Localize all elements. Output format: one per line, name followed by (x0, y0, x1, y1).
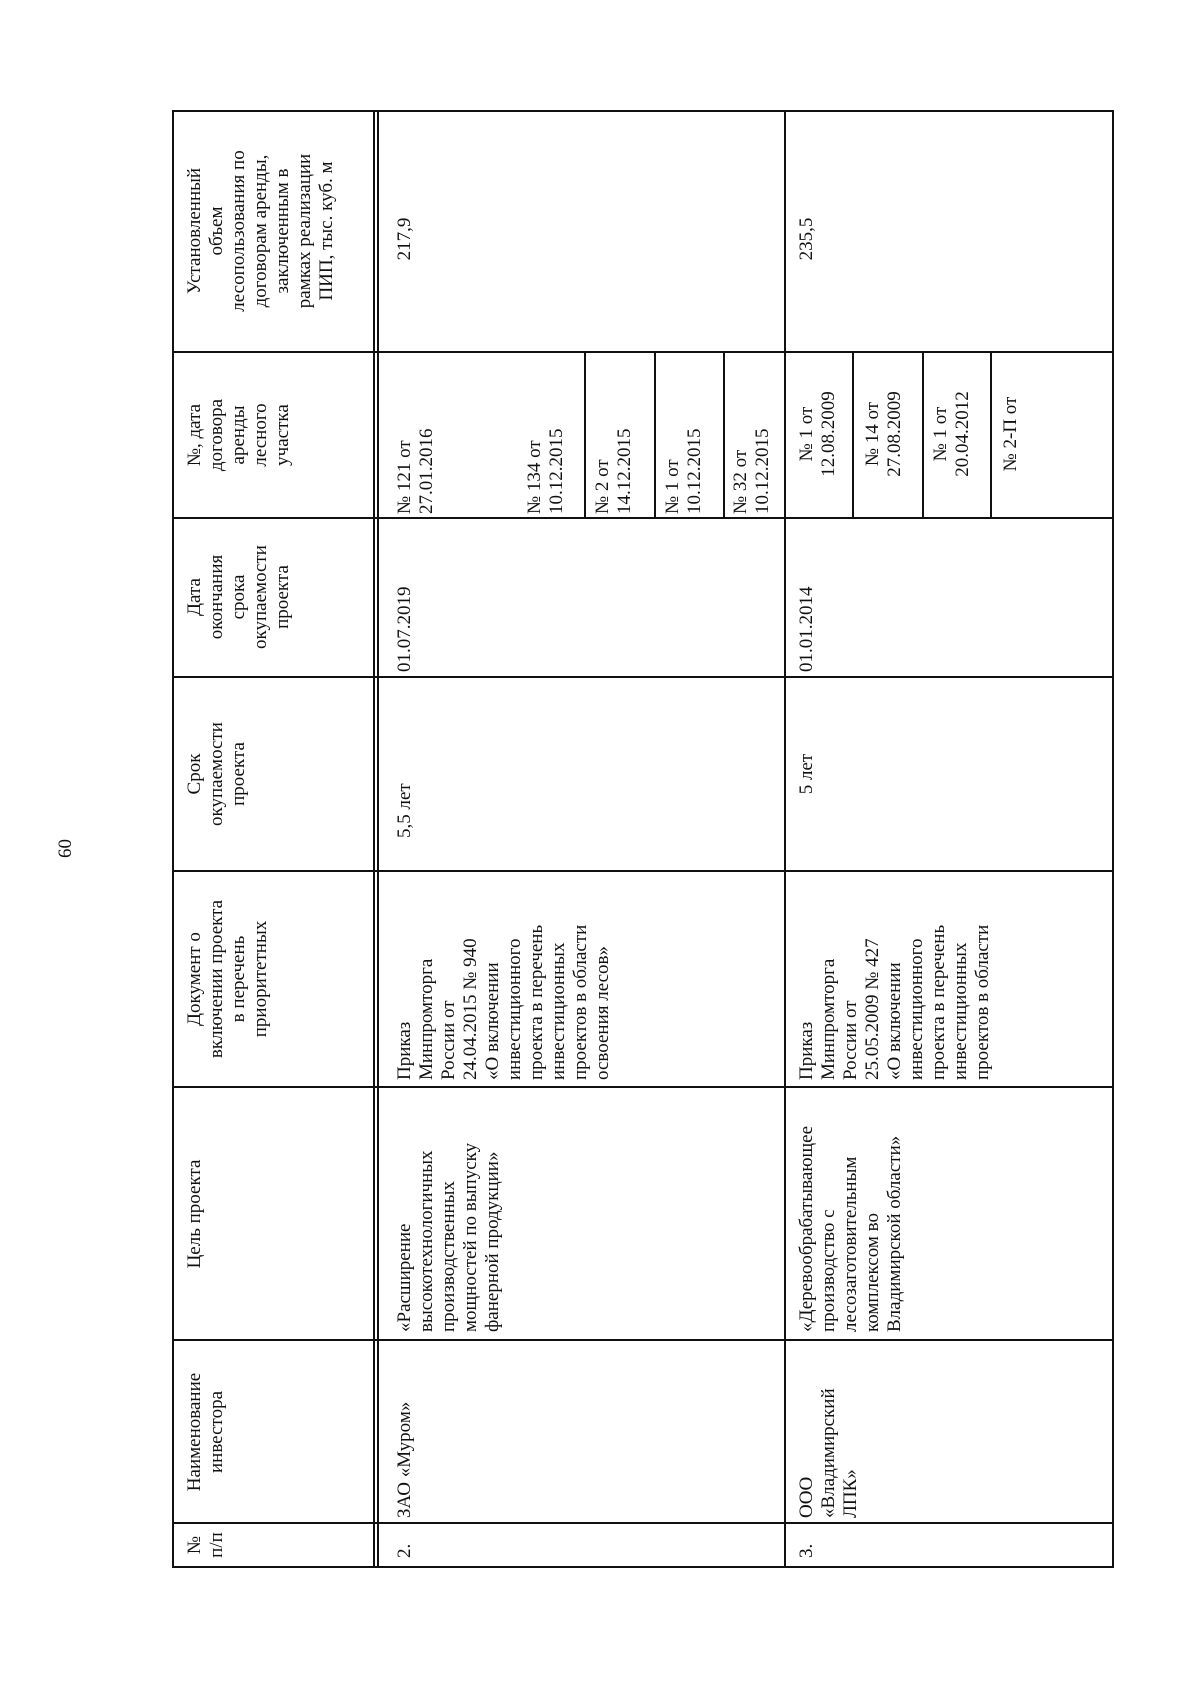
row-document: Приказ Минпромторга России от 24.04.2015 № 940 «О включении инвестиционного проекта в перечень инвестиционных проектов в области освоения лесов» (394, 924, 613, 1080)
header-row-divider (373, 110, 375, 1568)
rotated-table (172, 110, 1114, 1568)
lease-subrow-mark (447, 517, 449, 519)
row-divider (784, 110, 786, 1568)
header-num: № п/п (184, 1532, 227, 1558)
lease-entry: № 14 от 27.08.2009 (862, 391, 905, 477)
column-divider (172, 1522, 1114, 1524)
column-divider (172, 676, 1114, 678)
header-payback-end: Дата окончания срока окупаемости проекта (184, 545, 293, 649)
lease-subrow-divider (922, 353, 924, 519)
page-number: 60 (55, 839, 76, 858)
lease-entry: № 121 от 27.01.2016 (394, 428, 437, 514)
lease-entry: № 1 от 10.12.2015 (662, 428, 705, 514)
column-divider (172, 870, 1114, 872)
header-investor: Наименование инвестора (184, 1372, 227, 1492)
lease-subrow-divider (584, 353, 586, 519)
row-investor: ООО «Владимирский ЛПК» (796, 1388, 861, 1518)
row-investor: ЗАО «Муром» (394, 1401, 415, 1518)
header-payback-period: Срок окупаемости проекта (184, 722, 249, 826)
row-goal: «Деревообрабатывающее производство с лесозаготовительным комплексом во Владимирской области» (796, 1125, 905, 1332)
column-divider (172, 517, 1114, 519)
lease-subrow-divider (723, 353, 725, 519)
header-lease: №, дата договора аренды лесного участка (184, 398, 293, 472)
lease-subrow-divider (654, 353, 656, 519)
row-volume: 217,9 (394, 217, 415, 261)
header-goal: Цель проекта (184, 1159, 205, 1269)
table-border-top (172, 110, 174, 1568)
lease-entry: № 134 от 10.12.2015 (524, 428, 567, 514)
lease-subrow-divider (990, 353, 992, 519)
row-payback-end: 01.01.2014 (796, 586, 817, 672)
header-row-divider-double (377, 110, 379, 1568)
row-num: 2. (394, 1543, 415, 1558)
row-payback-period: 5 лет (796, 753, 817, 795)
header-document: Документ о включении проекта в перечень приоритетных (184, 899, 271, 1059)
row-goal: «Расширение высокотехнологичных производственных мощностей по выпуску фанерной продукции» (394, 1142, 503, 1332)
lease-entry: № 32 от 10.12.2015 (730, 428, 773, 514)
table-border-bottom (1112, 110, 1114, 1568)
lease-entry: № 2-П от (1000, 396, 1021, 472)
column-divider (172, 1086, 1114, 1088)
lease-entry: № 1 от 20.04.2012 (930, 391, 973, 477)
lease-entry: № 1 от 12.08.2009 (796, 391, 839, 477)
row-num: 3. (796, 1543, 817, 1558)
lease-entry: № 2 от 14.12.2015 (592, 428, 635, 514)
row-payback-end: 01.07.2019 (394, 586, 415, 672)
table-frame (172, 110, 1114, 1568)
header-volume: Установленный объем лесопользования по договорам аренды, заключенным в рамках реализации ПИП, тыс. куб. м (184, 150, 337, 312)
column-divider (172, 351, 1114, 353)
table-border-right (172, 110, 1114, 112)
row-volume: 235,5 (796, 217, 817, 261)
row-payback-period: 5,5 лет (394, 783, 415, 838)
column-divider (172, 1339, 1114, 1341)
lease-subrow-divider (852, 353, 854, 519)
table-border-left (172, 1566, 1114, 1568)
row-document: Приказ Минпромторга России от 25.05.2009 № 427 «О включении инвестиционного проекта в перечень инвестиционных проектов в области (796, 924, 993, 1080)
